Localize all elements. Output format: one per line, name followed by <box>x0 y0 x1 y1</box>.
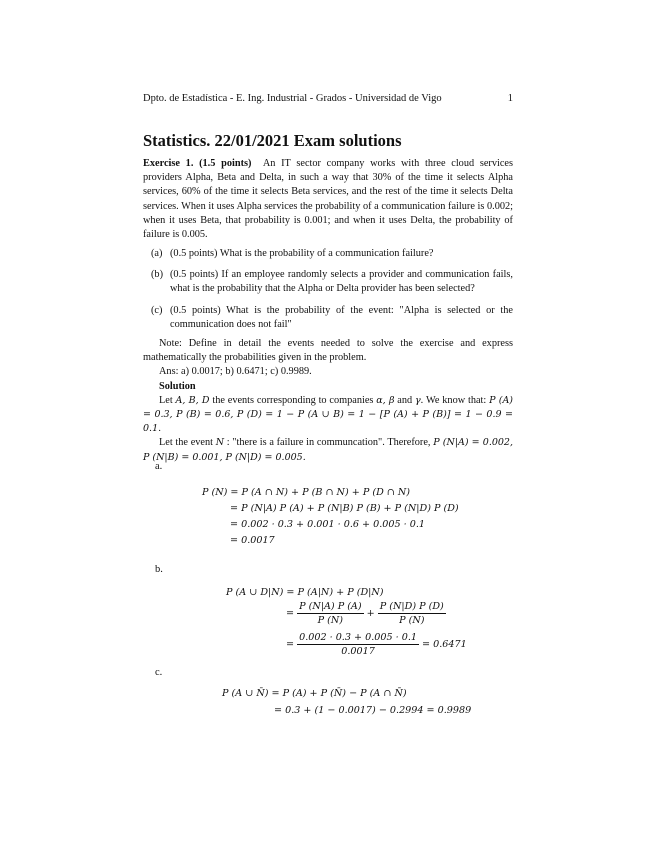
equation-a-line-3: = 0.002 · 0.3 + 0.001 · 0.6 + 0.005 · 0.1 <box>230 519 425 530</box>
note: Note: Define in detail the events needed to solve the exercise and express mathematically the probabilities given in the problem. <box>143 338 513 364</box>
part-b-label: b. <box>155 564 163 575</box>
equation-a-line-4: = 0.0017 <box>230 535 275 546</box>
header-text: Dpto. de Estadística - E. Ing. Industrial - Grados - Universidad de Vigo <box>143 93 442 104</box>
solution-para-1: Let A, B, D the events corresponding to companies α, β and γ. We know that: P (A) = 0.3, P (B) = 0.6, P (D) = 1 − P (A ∪ B) = 1 − [P (A) + P (B)] = 1 − 0.9 = 0.1. <box>143 394 514 435</box>
solution-para-2: Let the event N : "there is a failure in communcation". Therefore, P (N|A) = 0.002, P (N|B) = 0.001, P (N|D) = 0.005. <box>143 437 513 463</box>
part-a-label: a. <box>155 461 163 472</box>
solution-intro <box>143 337 513 465</box>
equation-b-line-2: = $\frac{P (N|A) P (A)}{P (N)}$ + $\frac{P (N|D) P (D)}{P (N)}$ <box>286 601 444 626</box>
equation-c-line-1: P (A ∪ N̄) = P (A) + P (N̄) − P (A ∩ N̄) <box>222 688 407 699</box>
exercise-body: An IT sector company works with three cloud services providers Alpha, Beta and Delta, in such a way that 30% of the time it selects Alpha services, 60% of the time it selects Beta services, and the rest of the time it selects Delta services. When it uses Alpha services the probability of a communication failure is 0.002; when it uses Beta, that probability is 0.001; and when it uses Delta, the probability of failure is 0.005. <box>143 158 513 241</box>
running-header <box>143 93 513 104</box>
equation-b-line-3: = $\frac{0.002 \cdot 0.3 + 0.005 \cdot 0.1}{0.0017}$ = 0.6471 <box>286 632 467 657</box>
question-a: (a) (0.5 points) What is the probability of a communication failure? <box>151 248 434 259</box>
question-list <box>151 247 513 339</box>
equation-b-line-1: P (A ∪ D|N) = P (A|N) + P (D|N) <box>226 587 384 598</box>
page-title: Statistics. 22/01/2021 Exam solutions <box>143 131 402 150</box>
equation-a-line-1: P (N) = P (A ∩ N) + P (B ∩ N) + P (D ∩ N) <box>202 487 411 498</box>
question-c: (c) (0.5 points) What is the probability of the event: "Alpha is selected or the communication does not fail" <box>151 304 513 330</box>
question-b: (b) (0.5 points) If an employee randomly selects a provider and communication fails, what is the probability that the Alpha or Delta provider has been selected? <box>151 269 513 295</box>
exercise-statement <box>143 157 513 242</box>
equation-c-line-2: = 0.3 + (1 − 0.0017) − 0.2994 = 0.9989 <box>274 705 472 716</box>
exercise-heading: Exercise 1. (1.5 points) <box>143 158 252 169</box>
part-c-label: c. <box>155 667 163 678</box>
solution-heading: Solution <box>159 380 196 392</box>
page-number: 1 <box>507 93 513 104</box>
answers: Ans: a) 0.0017; b) 0.6471; c) 0.9989. <box>159 366 312 378</box>
equation-a-line-2: = P (N|A) P (A) + P (N|B) P (B) + P (N|D) P (D) <box>230 503 459 514</box>
